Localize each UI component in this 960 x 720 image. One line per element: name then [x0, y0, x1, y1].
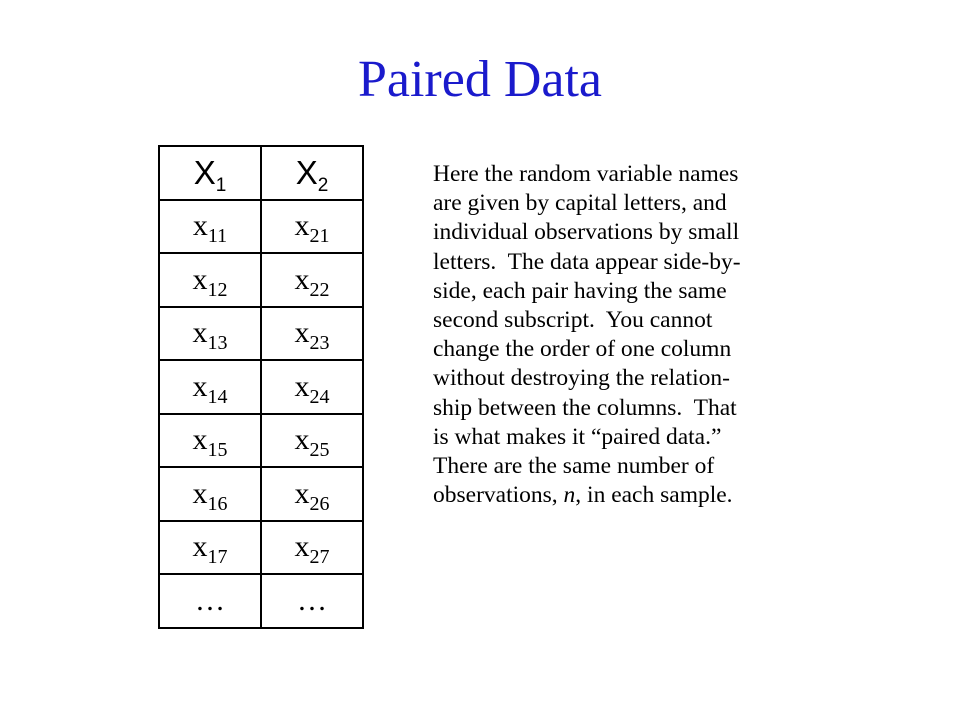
table-cell: $x_{22}$	[261, 253, 363, 307]
description-line: individual observations by small	[433, 219, 740, 246]
description-line-end: , in each sample.	[575, 482, 733, 509]
table-row-ellipsis	[159, 574, 363, 628]
table-cell: …	[261, 574, 363, 628]
table-cell: …	[159, 574, 261, 628]
table-cell: $x_{24}$	[261, 360, 363, 414]
paired-data-table	[158, 145, 364, 629]
column-header-x2: $X_2$	[261, 146, 363, 200]
table-row	[159, 414, 363, 468]
table-row	[159, 521, 363, 575]
table-row	[159, 360, 363, 414]
table-cell: $x_{27}$	[261, 521, 363, 575]
table-cell: $x_{17}$	[159, 521, 261, 575]
table-cell: $x_{21}$	[261, 200, 363, 254]
description-line: are given by capital letters, and	[433, 190, 727, 217]
table-cell: $x_{16}$	[159, 467, 261, 521]
table-cell: $x_{25}$	[261, 414, 363, 468]
description-line: second subscript. You cannot	[433, 307, 713, 334]
table-cell: $x_{23}$	[261, 307, 363, 361]
table-cell: $x_{26}$	[261, 467, 363, 521]
table-row	[159, 307, 363, 361]
description-line: ship between the columns. That	[433, 394, 737, 421]
description-line: letters. The data appear side-by-	[433, 248, 741, 275]
column-header-x1: $X_1$	[159, 146, 261, 200]
description-line: is what makes it “paired data.”	[433, 423, 722, 450]
description-line: without destroying the relation-	[433, 365, 730, 392]
table-row	[159, 253, 363, 307]
table-cell: $x_{14}$	[159, 360, 261, 414]
description-line: Here the random variable names	[433, 161, 739, 187]
table-cell: $x_{12}$	[159, 253, 261, 307]
description-line: There are the same number of	[433, 453, 715, 480]
page-title: Paired Data	[357, 51, 602, 108]
table-cell: $x_{11}$	[159, 200, 261, 254]
table-header-row	[159, 146, 363, 200]
table-row	[159, 200, 363, 254]
variable-n: n	[563, 482, 576, 509]
description-line-start: observations,	[433, 482, 564, 509]
table-cell: $x_{15}$	[159, 414, 261, 468]
description-line: side, each pair having the same	[433, 277, 727, 304]
table-cell: $x_{13}$	[159, 307, 261, 361]
table-row	[159, 467, 363, 521]
description-paragraph	[433, 160, 873, 510]
description-line: change the order of one column	[433, 336, 732, 363]
